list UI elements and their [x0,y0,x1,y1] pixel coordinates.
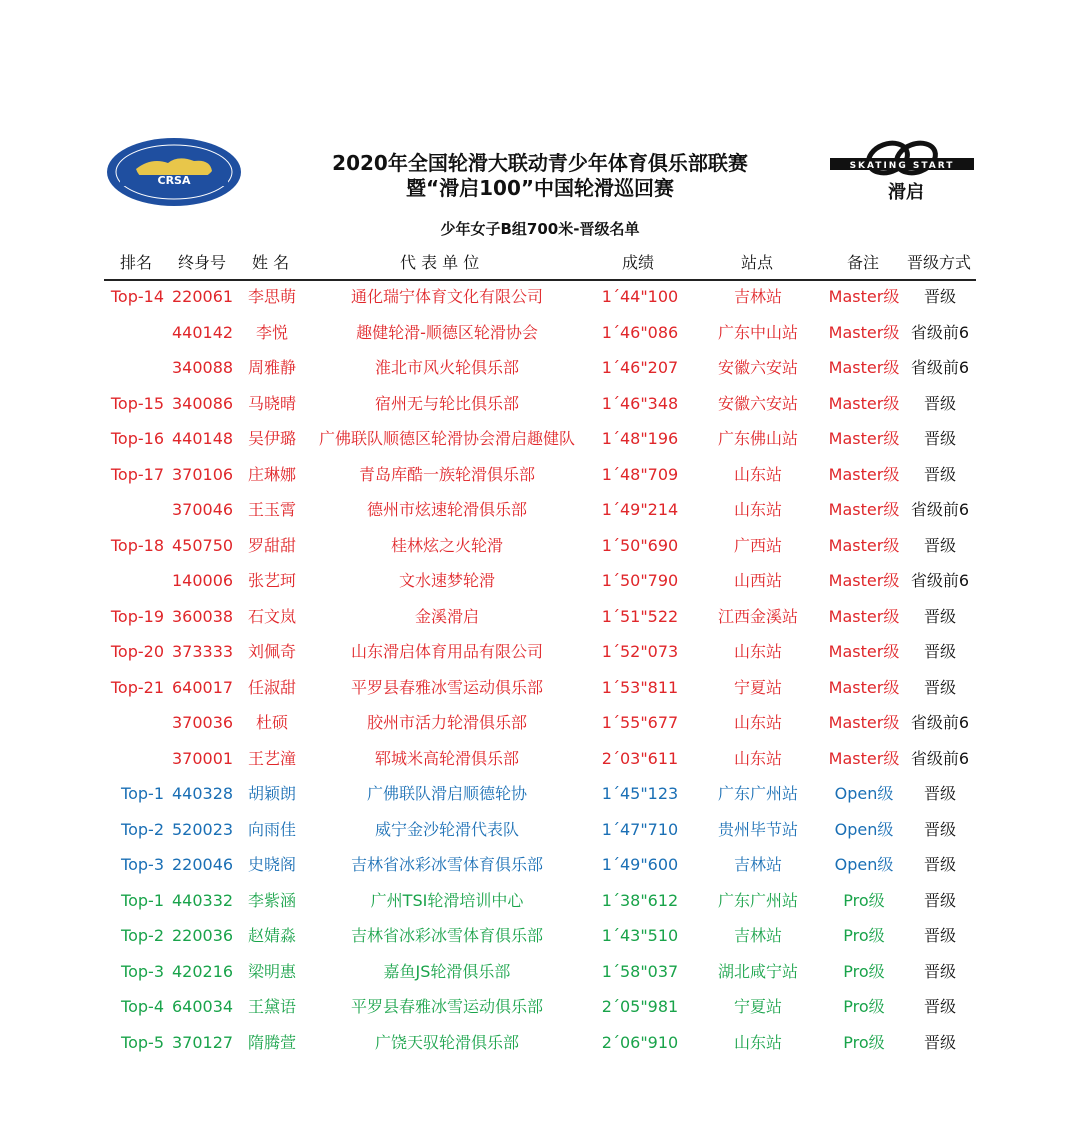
name-cell: 吴伊璐 [247,429,296,448]
station-cell: 吉林站 [733,926,782,945]
id-cell: 220046 [172,855,234,874]
org-cell: 广佛联队顺德区轮滑协会滑启趣健队 [318,429,575,448]
group-cell: Master级 [828,535,900,555]
col-org: 代 表 单 位 [400,253,480,272]
station-cell: 山东站 [733,713,782,732]
rank-cell: Top-2 [121,926,164,945]
mode-cell: 晋级 [923,677,956,697]
name-cell: 王艺潼 [247,748,296,768]
rank-cell: Top-3 [121,961,164,981]
score-cell: 1΄48"709 [601,464,679,484]
station-cell: 贵州毕节站 [717,819,798,839]
rank-cell: Top-16 [110,429,164,448]
group-cell: Master级 [828,606,900,626]
score-cell: 1΄50"690 [601,535,679,555]
name-cell: 李悦 [255,322,288,342]
org-cell: 吉林省冰彩冰雪体育俱乐部 [350,855,543,874]
org-cell: 山东滑启体育用品有限公司 [350,642,543,661]
id-cell: 370046 [172,500,234,519]
col-mode: 晋级方式 [907,253,972,272]
name-cell: 周雅静 [247,358,296,377]
org-cell: 平罗县春雅冰雪运动俱乐部 [350,997,543,1016]
group-cell: Master级 [828,677,900,697]
group-cell: Master级 [828,393,900,413]
mode-cell: 晋级 [923,961,956,981]
score-cell: 1΄38"612 [601,890,679,910]
name-cell: 李思萌 [247,287,296,306]
score-cell: 2΄03"611 [601,748,679,768]
logo-text: SKATING START [849,161,955,171]
id-cell: 340086 [172,393,234,413]
table-row [0,748,1080,784]
table-row [0,783,1080,819]
group-cell: Pro级 [843,1032,885,1052]
org-cell: 通化瑞宁体育文化有限公司 [350,287,543,306]
page-title-line2: 暨“滑启100”中国轮滑巡回赛 [405,176,675,200]
id-cell: 370127 [172,1032,234,1052]
org-cell: 德州市炫速轮滑俱乐部 [366,500,527,519]
rank-cell: Top-2 [121,819,164,839]
station-cell: 广东佛山站 [717,429,798,448]
score-cell: 1΄46"207 [601,358,679,377]
rank-cell: Top-15 [110,393,164,413]
org-cell: 趣健轮滑-顺德区轮滑协会 [356,322,538,342]
table-row [0,499,1080,535]
table-row [0,1032,1080,1068]
name-cell: 胡颖朗 [247,784,296,803]
mode-cell: 省级前6 [910,358,970,377]
id-cell: 440142 [172,322,234,342]
station-cell: 江西金溪站 [717,606,798,626]
score-cell: 1΄46"348 [601,393,679,413]
group-cell: Master级 [828,287,900,306]
org-cell: 郓城米高轮滑俱乐部 [374,748,519,768]
table-row [0,996,1080,1032]
mode-cell: 晋级 [923,464,956,484]
rank-cell: Top-20 [110,642,164,661]
mode-cell: 晋级 [923,287,956,306]
id-cell: 440328 [172,784,234,803]
id-cell: 420216 [172,961,234,981]
mode-cell: 晋级 [923,1032,956,1052]
id-cell: 370036 [172,713,234,732]
table-header [100,252,976,278]
score-cell: 1΄55"677 [601,713,679,732]
group-cell: Pro级 [843,997,885,1016]
id-cell: 140006 [172,571,234,590]
group-cell: Master级 [828,500,900,519]
station-cell: 山西站 [733,571,782,590]
mode-cell: 省级前6 [910,748,970,768]
name-cell: 任淑甜 [247,677,296,697]
station-cell: 广西站 [733,535,782,555]
id-cell: 440148 [172,429,234,448]
rank-cell: Top-14 [110,287,164,306]
table-row [0,854,1080,890]
station-cell: 广东广州站 [717,784,798,803]
table-row [0,535,1080,571]
col-rank: 排名 [120,253,153,272]
station-cell: 吉林站 [733,855,782,874]
table-row [0,286,1080,322]
station-cell: 宁夏站 [733,677,782,697]
station-cell: 山东站 [733,748,782,768]
station-cell: 安徽六安站 [717,393,798,413]
org-cell: 威宁金沙轮滑代表队 [374,819,519,839]
header-divider [104,279,976,281]
mode-cell: 省级前6 [910,322,970,342]
score-cell: 1΄58"037 [601,961,679,981]
org-cell: 广州TSI轮滑培训中心 [370,890,524,910]
rank-cell: Top-18 [110,535,164,555]
rank-cell: Top-19 [110,606,164,626]
id-cell: 220061 [172,287,234,306]
table-row [0,819,1080,855]
group-cell: Open级 [834,784,894,803]
group-cell: Master级 [828,322,900,342]
rank-cell: Top-1 [121,890,164,910]
page-title-line1: 2020年全国轮滑大联动青少年体育俱乐部联赛 [332,151,748,175]
id-cell: 520023 [172,819,234,839]
id-cell: 370001 [172,748,234,768]
table-row [0,322,1080,358]
id-cell: 220036 [172,926,234,945]
id-cell: 640034 [172,997,234,1016]
table-row [0,890,1080,926]
score-cell: 1΄47"710 [601,819,679,839]
station-cell: 安徽六安站 [717,358,798,377]
id-cell: 450750 [172,535,234,555]
table-row [0,606,1080,642]
col-remark: 备注 [847,253,880,272]
group-cell: Pro级 [843,961,885,981]
svg-text:CRSA: CRSA [157,174,191,187]
rank-cell: Top-21 [110,677,164,697]
table-row [0,925,1080,961]
org-cell: 桂林炫之火轮滑 [390,535,503,555]
mode-cell: 省级前6 [910,500,970,519]
station-cell: 湖北咸宁站 [717,961,798,981]
station-cell: 山东站 [733,1032,782,1052]
score-cell: 1΄46"086 [601,322,679,342]
station-cell: 吉林站 [733,287,782,306]
rank-cell: Top-5 [121,1032,164,1052]
table-row [0,641,1080,677]
mode-cell: 晋级 [923,642,956,661]
table-row [0,961,1080,997]
group-cell: Master级 [828,748,900,768]
station-cell: 宁夏站 [733,997,782,1016]
mode-cell: 晋级 [923,535,956,555]
id-cell: 340088 [172,358,234,377]
group-cell: Pro级 [843,890,885,910]
skating-start-logo [828,136,976,206]
score-cell: 1΄48"196 [601,429,679,448]
name-cell: 隋腾萱 [247,1032,296,1052]
org-cell: 广饶天驭轮滑俱乐部 [374,1032,519,1052]
name-cell: 张艺珂 [247,571,296,590]
org-cell: 淮北市风火轮俱乐部 [374,358,519,377]
id-cell: 440332 [172,890,234,910]
name-cell: 王黛语 [247,997,296,1016]
name-cell: 罗甜甜 [247,535,296,555]
score-cell: 2΄06"910 [601,1032,679,1052]
mode-cell: 省级前6 [910,713,970,732]
name-cell: 赵婧淼 [247,926,296,945]
name-cell: 李紫涵 [247,890,296,910]
name-cell: 梁明惠 [247,961,296,981]
group-cell: Master级 [828,571,900,590]
group-cell: Master级 [828,429,900,448]
id-cell: 370106 [172,464,234,484]
mode-cell: 晋级 [923,784,956,803]
name-cell: 庄琳娜 [247,464,296,484]
table-row [0,677,1080,713]
score-cell: 1΄52"073 [601,642,679,661]
org-cell: 宿州无与轮比俱乐部 [374,393,519,413]
group-cell: Open级 [834,819,894,839]
org-cell: 平罗县春雅冰雪运动俱乐部 [350,677,543,697]
col-id: 终身号 [178,253,227,272]
station-cell: 广东中山站 [717,322,798,342]
station-cell: 广东广州站 [717,890,798,910]
group-cell: Master级 [828,713,900,732]
id-cell: 360038 [172,606,234,626]
station-cell: 山东站 [733,464,782,484]
rank-cell: Top-1 [121,784,164,803]
name-cell: 杜硕 [255,713,288,732]
org-cell: 嘉鱼JS轮滑俱乐部 [383,961,511,981]
score-cell: 1΄49"600 [601,855,679,874]
group-cell: Master级 [828,642,900,661]
group-cell: Master级 [828,464,900,484]
name-cell: 马晓晴 [247,393,296,413]
mode-cell: 晋级 [923,855,956,874]
table-row [0,428,1080,464]
rank-cell: Top-3 [121,855,164,874]
org-cell: 文水速梦轮滑 [398,571,495,590]
mode-cell: 晋级 [923,997,956,1016]
score-cell: 1΄43"510 [601,926,679,945]
mode-cell: 晋级 [923,926,956,945]
org-cell: 胶州市活力轮滑俱乐部 [366,713,527,732]
rank-cell: Top-4 [121,997,164,1016]
col-station: 站点 [741,253,774,272]
mode-cell: 晋级 [923,393,956,413]
mode-cell: 晋级 [923,890,956,910]
score-cell: 1΄49"214 [601,500,679,519]
mode-cell: 晋级 [923,819,956,839]
id-cell: 373333 [172,642,234,661]
org-cell: 吉林省冰彩冰雪体育俱乐部 [350,926,543,945]
col-score: 成绩 [622,253,655,272]
table-row [0,393,1080,429]
station-cell: 山东站 [733,642,782,661]
table-row [0,357,1080,393]
mode-cell: 省级前6 [910,571,970,590]
name-cell: 石文岚 [247,606,296,626]
table-row [0,712,1080,748]
score-cell: 1΄44"100 [601,287,679,306]
org-cell: 广佛联队滑启顺德轮协 [366,784,527,803]
group-cell: Master级 [828,358,900,377]
org-cell: 青岛库酷一族轮滑俱乐部 [358,464,535,484]
score-cell: 1΄51"522 [601,606,679,626]
name-cell: 王玉霄 [247,500,296,519]
name-cell: 向雨佳 [247,819,296,839]
logo-cn-text: 滑启 [888,182,924,203]
score-cell: 1΄45"123 [601,784,679,803]
score-cell: 2΄05"981 [601,997,679,1016]
station-cell: 山东站 [733,500,782,519]
name-cell: 刘佩奇 [247,642,296,661]
table-row [0,464,1080,500]
col-name: 姓 名 [252,253,290,272]
org-cell: 金溪滑启 [414,606,479,626]
score-cell: 1΄50"790 [601,571,679,590]
score-cell: 1΄53"811 [601,677,679,697]
group-cell: Pro级 [843,926,885,945]
rank-cell: Top-17 [110,464,164,484]
mode-cell: 晋级 [923,606,956,626]
table-row [0,570,1080,606]
association-logo [106,137,242,207]
id-cell: 640017 [172,677,234,697]
list-subtitle: 少年女子B组700米-晋级名单 [440,220,640,238]
mode-cell: 晋级 [923,429,956,448]
group-cell: Open级 [834,855,894,874]
name-cell: 史晓阁 [247,855,296,874]
